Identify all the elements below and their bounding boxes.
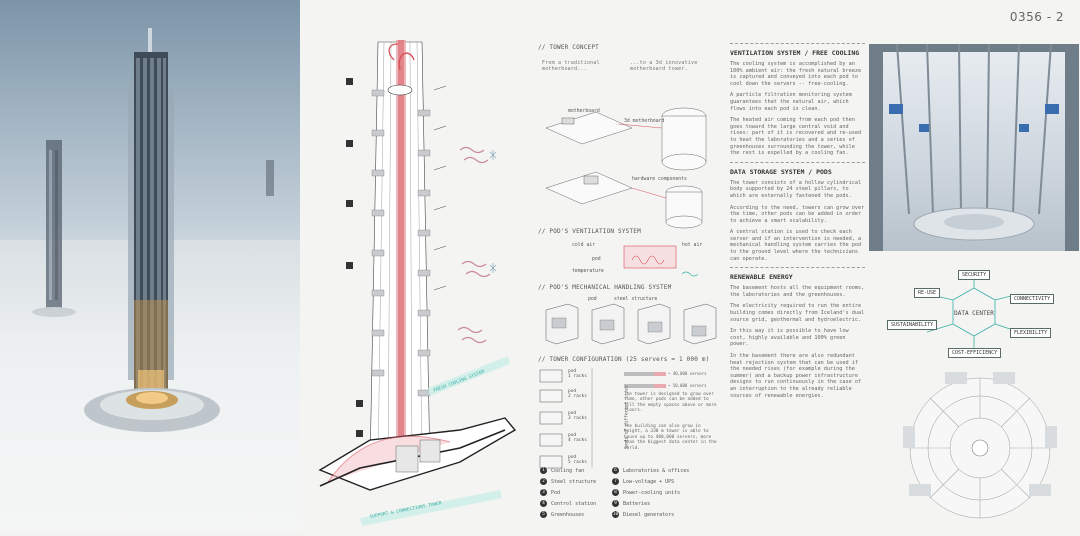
- divider: [730, 267, 865, 268]
- interior-illustration: [869, 44, 1079, 251]
- configuration-title: // TOWER CONFIGURATION (25 servers = 1 000 m): [538, 356, 710, 363]
- axonometric-svg: [300, 0, 530, 532]
- ventilation-paragraph-3: The heated air coming from each pod then goes toward the large central void and rises: part of it is recovered and re-used to heat the laboratories and a series of greenhouses surrounding the tower, while the rest is expelled by a cooling fan.: [730, 117, 862, 157]
- tower-shaft: [370, 40, 430, 470]
- data-center-label: DATA CENTER: [954, 310, 994, 317]
- tower-concept-caption-left: From a traditional motherboard...: [542, 60, 600, 72]
- legend-item: [540, 467, 584, 474]
- legend-label: Laboratories & offices: [623, 467, 690, 474]
- hex-label-cost: COST-EFFICIENCY: [948, 348, 1001, 358]
- hex-label-flexibility: FLEXIBILITY: [1010, 328, 1051, 338]
- divider: [730, 162, 865, 163]
- ventilation-title: VENTILATION SYSTEM / FREE COOLING: [730, 49, 860, 57]
- handling-diagram: [532, 292, 727, 354]
- ventilation-diagram: [532, 234, 727, 284]
- pods-vertical-label: pods of different sizes: [624, 385, 630, 448]
- storage-paragraph-2: According to the need, towers can grow over the time, other pods can be added in order to achieve a smart scalability.: [730, 204, 865, 224]
- label-hardware-components: hardware components: [632, 177, 687, 182]
- storage-paragraph-1: The tower consists of a hollow cylindrical body supported by 24 steel pillars, to which are externally fastened the pods.: [730, 179, 862, 199]
- render-illustration: [0, 0, 300, 532]
- label-temperature: temperature: [572, 269, 604, 274]
- label-steel-structure: steel structure: [614, 297, 658, 302]
- legend-number: 9: [612, 500, 619, 507]
- legend-number: 7: [612, 478, 619, 485]
- legend-item: [612, 489, 680, 496]
- distant-tower-right: [266, 160, 274, 196]
- energy-paragraph-1: The basement hosts all the equipment rooms, the laboratories and the greenhouses.: [730, 285, 865, 298]
- legend-label: Cooling fan: [551, 467, 585, 474]
- pod-2: pod 2 racks: [568, 389, 587, 399]
- legend-item: [612, 500, 650, 507]
- legend-label: Greenhouses: [551, 511, 585, 518]
- legend-item: [612, 467, 689, 474]
- configuration-note-2: The building can also grow in height, a 330 m tower is able to house up to 400,000 servers, more than the biggest data center in the world.: [624, 424, 717, 451]
- main-tower: [84, 28, 220, 432]
- label-hot-air: hot air: [682, 243, 703, 248]
- pod-1: pod 1 racks: [568, 369, 587, 379]
- tower-concept-diagram: [532, 68, 727, 238]
- legend-label: Batteries: [623, 500, 651, 507]
- interior-render-image: [869, 44, 1079, 251]
- legend-number: 6: [612, 467, 619, 474]
- energy-paragraph-4: In the basement there are also redundant heat rejection system that can be used if the needed rises (for example during the summer) and a backup power infrastructure designs to run continuously in the case of an interruption to the already reliable sources of renewable energies.: [730, 353, 862, 399]
- storage-title: DATA STORAGE SYSTEM / PODS: [730, 167, 832, 176]
- label-3d-motherboard: 3d motherboard: [624, 119, 665, 124]
- legend-number: 5: [540, 511, 547, 518]
- hot-air-label: SUPPORT & CONNECTIONS TOWER: [369, 501, 443, 520]
- label-handling-pod: pod: [588, 297, 597, 302]
- ventilation-diagram-title: // POD'S VENTILATION SYSTEM: [538, 228, 641, 235]
- label-motherboard: motherboard: [568, 109, 600, 114]
- legend-label: Diesel generators: [623, 511, 675, 518]
- pod-3: pod 3 racks: [568, 411, 587, 421]
- legend-label: Power-cooling units: [623, 489, 681, 496]
- handling-diagram-title: // POD'S MECHANICAL HANDLING SYSTEM: [538, 284, 672, 291]
- hex-label-connectivity: CONNECTIVITY: [1010, 294, 1054, 304]
- label-cold-air: cold air: [572, 243, 596, 248]
- energy-paragraph-2: The electricity required to run the entire building comes directly from Iceland's dual source grid, geothermal and hydroelectric.: [730, 303, 865, 323]
- hex-label-sustainability: SUSTAINABILITY: [887, 320, 937, 330]
- axonometric-drawing: [300, 0, 530, 532]
- pod-4: pod 4 racks: [568, 433, 587, 443]
- tower-plan-drawing: [885, 366, 1075, 526]
- tower-concept-caption-right: ...to a 3d innovative motherboard tower.: [630, 60, 698, 72]
- configuration-note: The tower is designed to grow over time, other pods can be added to fill the empty spaces above or more floors.: [624, 392, 717, 414]
- storage-paragraph-3: A central station is used to check each server and if an intervention is needed, a mechanical handling system carries the pod to the ground level where the technicians can operate.: [730, 229, 862, 262]
- hex-label-security: SECURITY: [958, 270, 990, 280]
- bar-label-2: ~ 50,000 servers: [668, 383, 707, 388]
- bar-label-1: ~ 40,000 servers: [668, 371, 707, 376]
- diagrams-column: [532, 38, 727, 532]
- legend-label: Steel structure: [551, 478, 597, 485]
- tower-render-image: [0, 0, 300, 532]
- sheet-number: 0356 - 2: [1009, 10, 1064, 24]
- legend-item: [540, 478, 596, 485]
- legend-item: [540, 511, 584, 518]
- ventilation-paragraph-2: A particle filtration monitoring system guarantees that the natural air, which flows into each pod is clean.: [730, 92, 852, 112]
- tower-concept-title: // TOWER CONCEPT: [538, 44, 599, 51]
- legend-number: 8: [612, 489, 619, 496]
- legend-label: Pod: [551, 489, 561, 496]
- legend-item: [612, 478, 674, 485]
- ventilation-paragraph-1: The cooling system is accomplished by an 100% ambient air: the fresh natural breeze is captured and conveyed into each pod to cool down the servers -- free-cooling.: [730, 61, 862, 87]
- text-column: [730, 40, 865, 530]
- legend-label: Control station: [551, 500, 597, 507]
- legend-label: Low-voltage + UPS: [623, 478, 675, 485]
- energy-paragraph-3: In this way it is possible to have low cost, highly available and 100% green power.: [730, 328, 849, 348]
- legend-number: 2: [540, 478, 547, 485]
- pod-5: pod 5 racks: [568, 455, 587, 465]
- legend-item: [540, 489, 560, 496]
- energy-title: RENEWABLE ENERGY: [730, 273, 793, 282]
- divider: [730, 43, 865, 44]
- legend-item: [612, 511, 674, 518]
- legend-number: 10: [612, 512, 619, 517]
- legend-number: 3: [540, 489, 547, 496]
- legend-number: 4: [540, 500, 547, 507]
- legend-number: 1: [540, 467, 547, 474]
- hex-label-reuse: RE-USE: [914, 288, 940, 298]
- distant-tower-left: [32, 140, 76, 317]
- fresh-air-label: FRESH COOLING SYSTEM: [432, 369, 486, 394]
- legend-item: [540, 500, 596, 507]
- label-pod: pod: [592, 257, 601, 262]
